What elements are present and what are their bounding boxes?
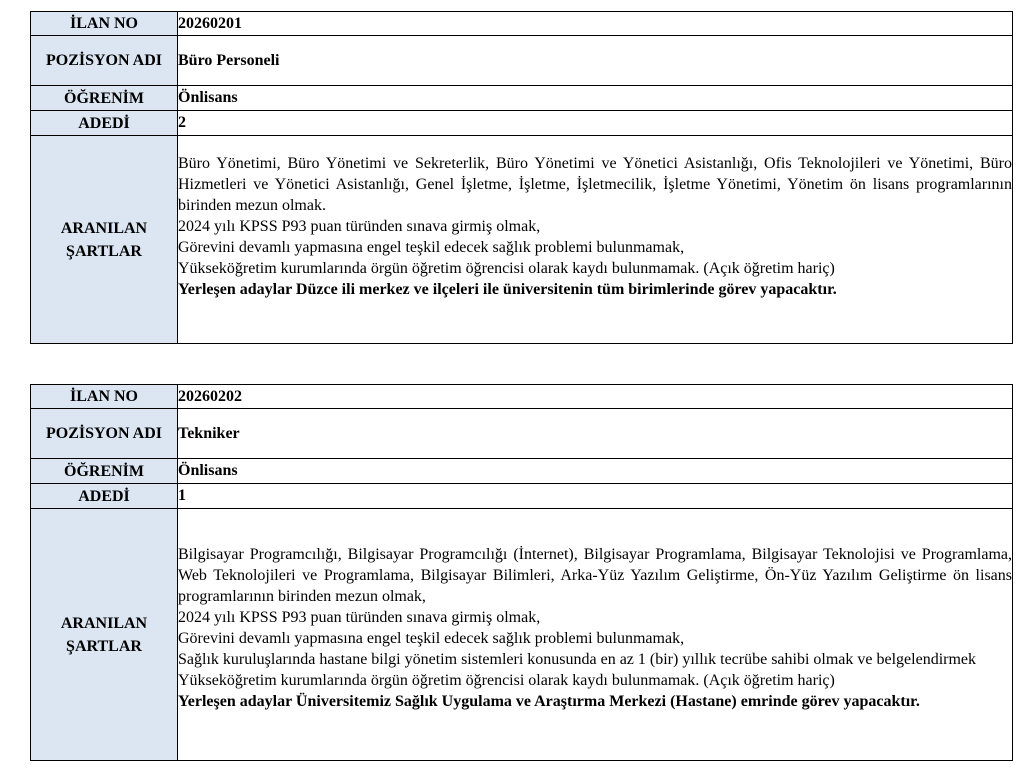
requirement-item: 2024 yılı KPSS P93 puan türünden sınava girmiş olmak, (178, 608, 541, 626)
requirement-bold-note: Yerleşen adaylar Düzce ili merkez ve ilçeleri ile üniversitenin tüm birimlerinde görev yapacaktır. (178, 281, 837, 298)
requirement-item: Bilgisayar Programcılığı, Bilgisayar Programcılığı (İnternet), Bilgisayar Programlama, Bilgisayar Teknolojisi ve Programlama, Web Teknolojileri ve Programlama, Bilgisayar Bilimleri, Arka-Yüz Yazılım Geliştirme, Ön-Yüz Yazılım Geliştirme ön lisans programlarının birinden mezun olmak, (178, 545, 1012, 605)
row-adedi (31, 484, 1013, 509)
label-adedi: ADEDİ (31, 111, 178, 136)
row-pozisyon-adi (31, 36, 1013, 86)
requirements-cell (178, 136, 1013, 344)
requirement-item: Yükseköğretim kurumlarında örgün öğretim öğrencisi olarak kaydı bulunmamak. (Açık öğretim hariç) (178, 671, 835, 689)
value-ogrenim: Önlisans (178, 86, 1013, 111)
job-listing-table-2 (30, 384, 1013, 761)
value-ilan-no: 20260202 (178, 385, 1013, 409)
requirements-list (178, 538, 1012, 732)
label-ilan-no: İLAN NO (31, 12, 178, 36)
value-ogrenim: Önlisans (178, 459, 1013, 484)
label-pozisyon-adi: POZİSYON ADI (31, 36, 178, 86)
value-adedi: 2 (178, 111, 1013, 136)
row-aranilan-sartlar (31, 509, 1013, 761)
requirements-cell (178, 509, 1013, 761)
job-listing-table-1 (30, 11, 1013, 344)
requirement-bold-note: Yerleşen adaylar Üniversitemiz Sağlık Uygulama ve Araştırma Merkezi (Hastane) emrinde görev yapacaktır. (178, 692, 920, 710)
requirements-list (178, 149, 1012, 330)
requirement-item: Büro Yönetimi, Büro Yönetimi ve Sekreterlik, Büro Yönetimi ve Yönetici Asistanlığı, Ofis Teknolojileri ve Yönetimi, Büro Hizmetleri ve Yönetici Asistanlığı, Genel İşletme, İşletme, İşletmecilik, İşletme Yönetimi, Yönetim ön lisans programlarının birinden mezun olmak. (178, 155, 1012, 214)
value-pozisyon-adi: Tekniker (178, 409, 1013, 459)
row-ilan-no (31, 12, 1013, 36)
label-ilan-no: İLAN NO (31, 385, 178, 409)
value-adedi: 1 (178, 484, 1013, 509)
label-pozisyon-adi: POZİSYON ADI (31, 409, 178, 459)
requirement-item: 2024 yılı KPSS P93 puan türünden sınava girmiş olmak, (178, 218, 541, 235)
value-pozisyon-adi: Büro Personeli (178, 36, 1013, 86)
row-ilan-no (31, 385, 1013, 409)
row-aranilan-sartlar (31, 136, 1013, 344)
row-pozisyon-adi (31, 409, 1013, 459)
requirement-item: Sağlık kuruluşlarında hastane bilgi yönetim sistemleri konusunda en az 1 (bir) yıllık tecrübe sahibi olmak ve belgelendirmek (178, 650, 977, 668)
value-ilan-no: 20260201 (178, 12, 1013, 36)
requirement-item: Görevini devamlı yapmasına engel teşkil edecek sağlık problemi bulunmamak, (178, 629, 685, 647)
label-adedi: ADEDİ (31, 484, 178, 509)
label-aranilan-sartlar: ARANILAN ŞARTLAR (31, 509, 178, 761)
row-ogrenim (31, 86, 1013, 111)
requirement-item: Görevini devamlı yapmasına engel teşkil edecek sağlık problemi bulunmamak, (178, 239, 685, 256)
label-ogrenim: ÖĞRENİM (31, 459, 178, 484)
requirement-item: Yükseköğretim kurumlarında örgün öğretim öğrencisi olarak kaydı bulunmamak. (Açık öğretim hariç) (178, 260, 835, 277)
row-ogrenim (31, 459, 1013, 484)
row-adedi (31, 111, 1013, 136)
label-aranilan-sartlar: ARANILAN ŞARTLAR (31, 136, 178, 344)
label-ogrenim: ÖĞRENİM (31, 86, 178, 111)
